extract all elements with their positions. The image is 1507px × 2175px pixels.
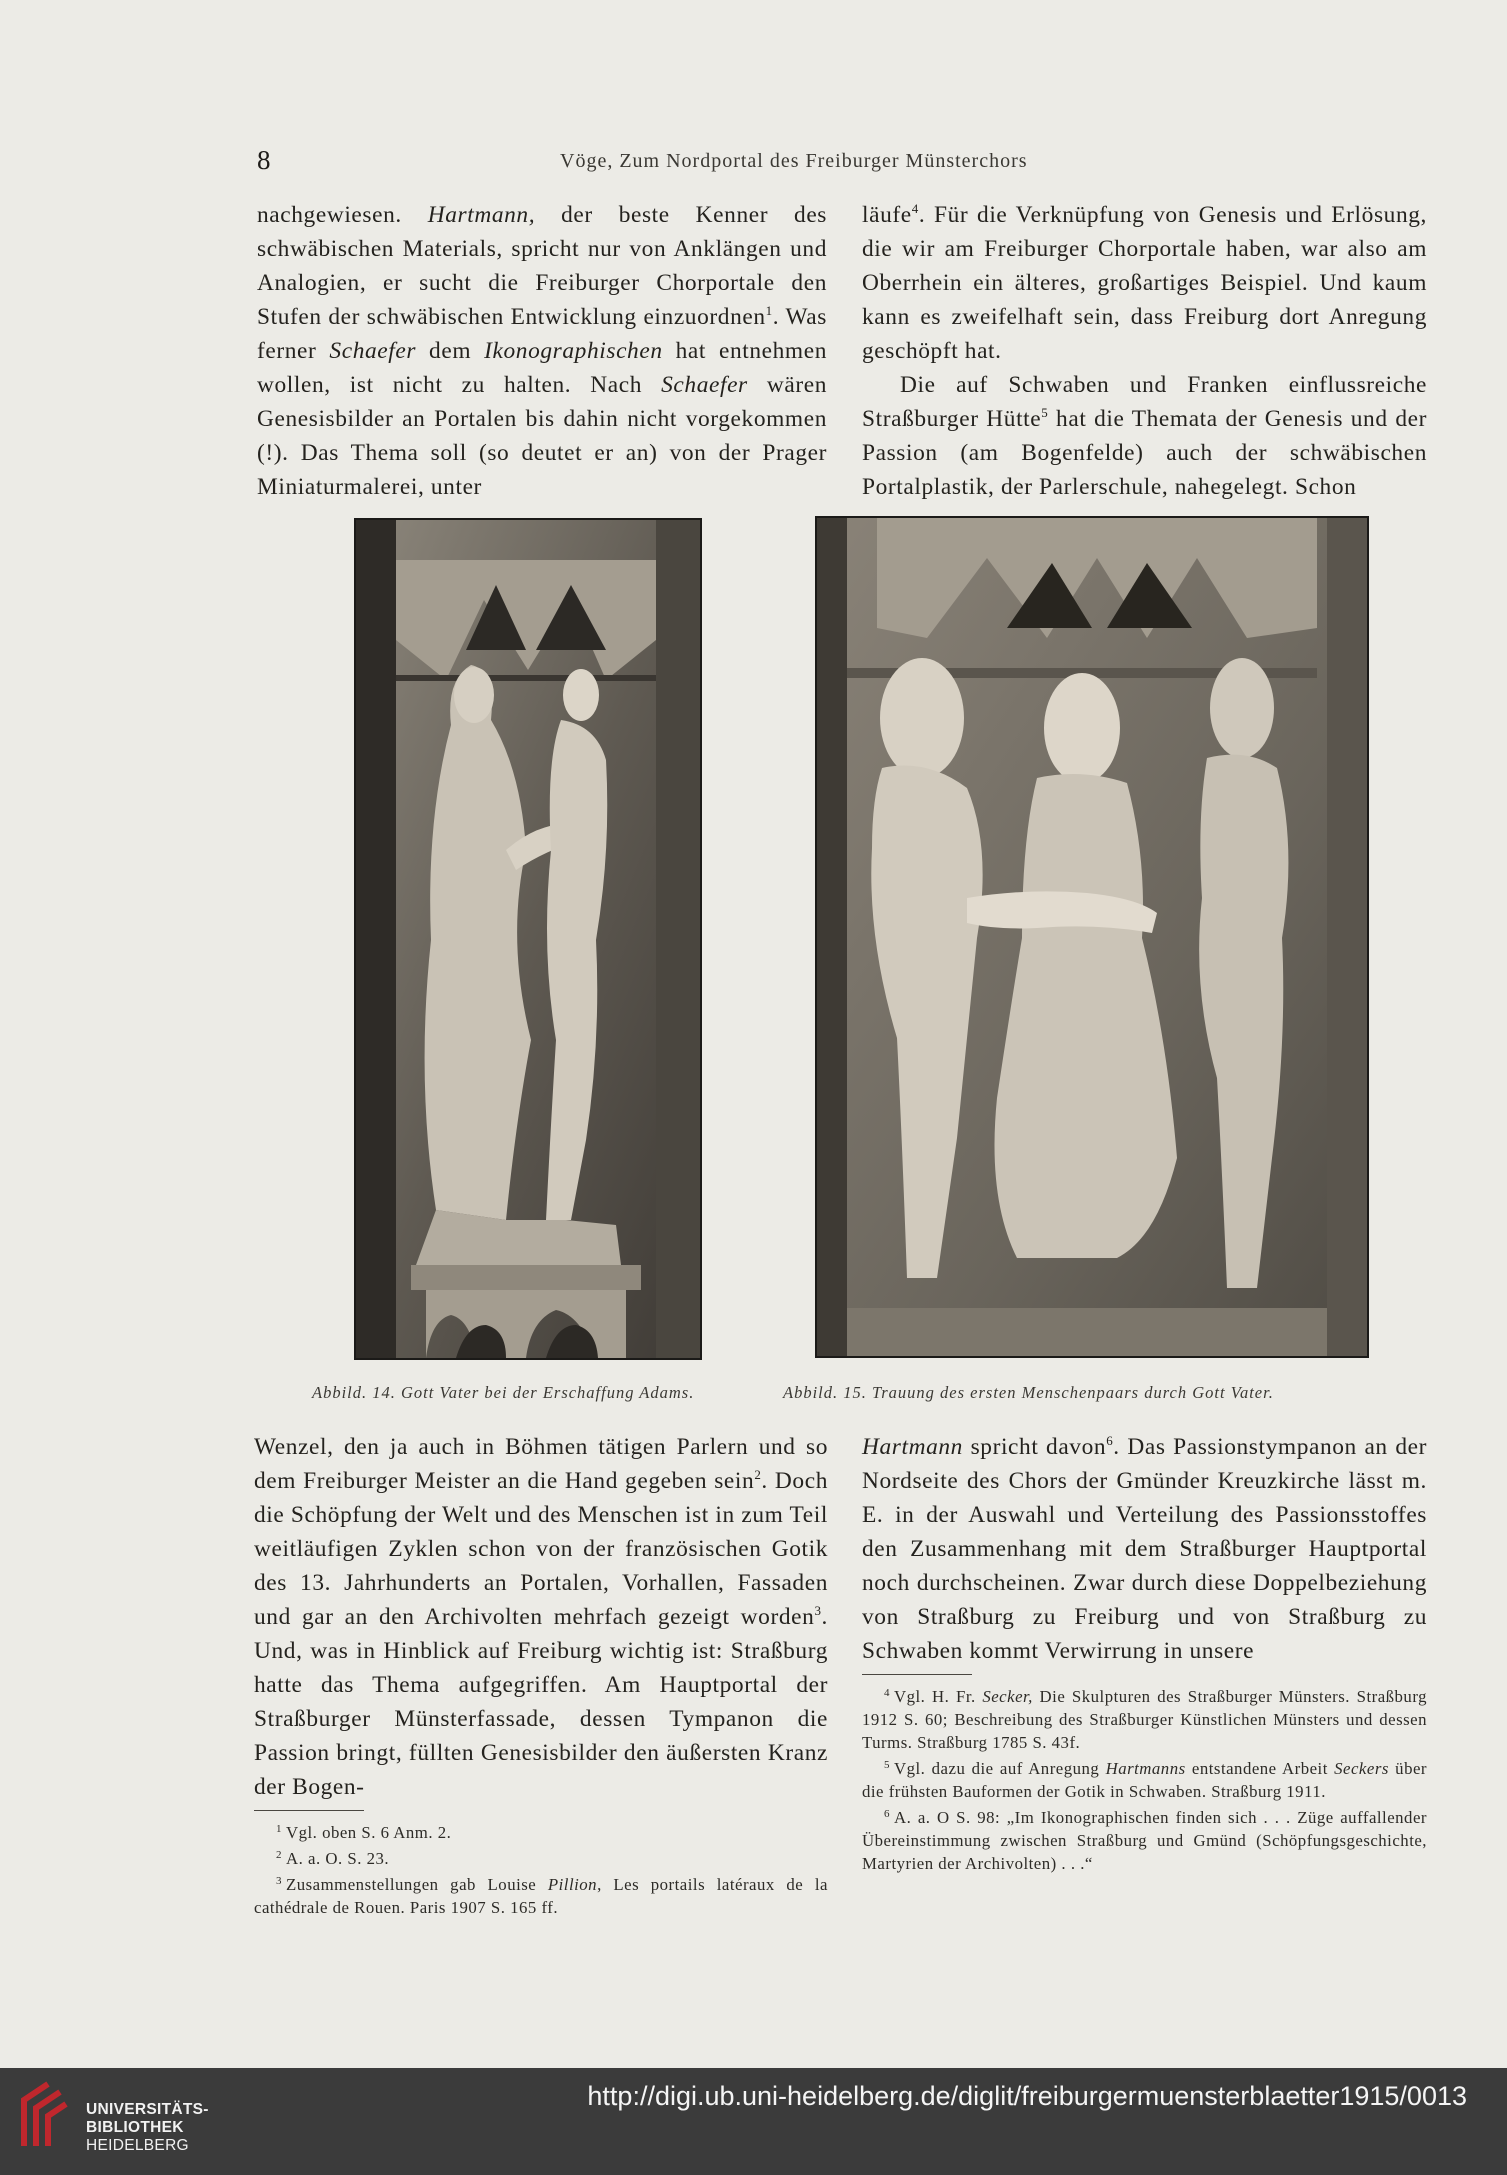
library-name[interactable] bbox=[86, 2101, 209, 2155]
text: läufe bbox=[862, 202, 912, 228]
text: hat die Themata der Genesis und der Passion (am Bogenfelde) auch der schwäbischen Portalplastik, der Parlerschule, nahegelegt. Schon bbox=[862, 406, 1427, 500]
text: dem bbox=[416, 338, 485, 364]
footnote-ref[interactable]: 6 bbox=[1106, 1433, 1114, 1448]
text: der beste Kenner des schwäbischen Materials, spricht nur von Anklängen und Analogien, er sucht die Freiburger Chorportale den Stufen der schwäbischen Entwicklung einzuordnen bbox=[257, 202, 828, 330]
footnote bbox=[862, 1754, 1427, 1803]
footnote-number: 4 bbox=[884, 1687, 890, 1699]
footnote bbox=[862, 1803, 1427, 1875]
footnote-number: 2 bbox=[276, 1849, 282, 1861]
library-name-line: BIBLIOTHEK bbox=[86, 2119, 184, 2136]
footnote-number: 1 bbox=[276, 1823, 282, 1835]
footnote-ref[interactable]: 5 bbox=[1041, 405, 1049, 420]
footnote-number: 6 bbox=[884, 1808, 890, 1820]
paragraph bbox=[254, 1430, 828, 1804]
footnote bbox=[254, 1818, 828, 1844]
footnote-text: Zusammenstellungen gab Louise bbox=[286, 1875, 548, 1894]
text: hat entnehmen wollen, ist nicht zu halten. Nach bbox=[257, 338, 828, 398]
text-column-top-left bbox=[257, 198, 827, 504]
text: Wenzel, den ja auch in Böhmen tätigen Parlern und so dem Freiburger Meister an die Hand gegeben sein bbox=[254, 1434, 828, 1494]
footnote-text: Vgl. oben S. 6 Anm. 2. bbox=[286, 1823, 452, 1842]
text-column-top-right bbox=[862, 198, 1427, 504]
paragraph bbox=[257, 198, 827, 504]
author-name: Schaefer bbox=[661, 372, 748, 398]
footnote-ref[interactable]: 1 bbox=[765, 303, 773, 318]
footnote-text: Die Skulpturen des Straßburger Münsters. Straßburg 1912 S. 60; Beschreibung des Straßburger Künstlichen Münsters und dessen Turms. Straßburg 1785 S. 43f. bbox=[862, 1687, 1427, 1752]
author-name: Secker, bbox=[982, 1687, 1033, 1706]
author-name: Hartmann bbox=[862, 1434, 963, 1460]
author-name: Pillion bbox=[547, 1875, 598, 1894]
footnote-number: 3 bbox=[276, 1875, 282, 1887]
footnote-text: Vgl. H. Fr. bbox=[894, 1687, 983, 1706]
library-name-line: HEIDELBERG bbox=[86, 2137, 189, 2154]
footnote-text: Vgl. dazu die auf Anregung bbox=[894, 1759, 1106, 1778]
footnote-number: 5 bbox=[884, 1759, 890, 1771]
footnote-text: entstandene Arbeit bbox=[1185, 1759, 1335, 1778]
figure-15-photo bbox=[815, 516, 1369, 1358]
library-logo-icon[interactable] bbox=[18, 2080, 70, 2150]
footnote-divider bbox=[862, 1674, 972, 1675]
permalink-url[interactable]: http://digi.ub.uni-heidelberg.de/diglit/freiburgermuensterblaetter1915/0013 bbox=[587, 2081, 1467, 2111]
footnote-text: A. a. O. S. 23. bbox=[286, 1849, 390, 1868]
footnote-ref[interactable]: 2 bbox=[754, 1467, 762, 1482]
author-name: Hartmann, bbox=[427, 202, 536, 228]
emphasis: Ikonographischen bbox=[484, 338, 663, 364]
figure-14-photo bbox=[354, 518, 702, 1360]
page-number: 8 bbox=[257, 145, 271, 175]
author-name: Seckers bbox=[1334, 1759, 1389, 1778]
author-name: Schaefer bbox=[329, 338, 417, 364]
figure-15-caption: Abbild. 15. Trauung des ersten Menschenpaars durch Gott Vater. bbox=[783, 1383, 1274, 1402]
running-title: Vöge, Zum Nordportal des Freiburger Münsterchors bbox=[560, 150, 1028, 172]
footnote bbox=[254, 1844, 828, 1870]
sculpture-relief-adam-creation bbox=[356, 520, 700, 1358]
text: . Was ferner bbox=[257, 304, 827, 364]
text: spricht davon bbox=[962, 1434, 1107, 1460]
footnote-divider bbox=[254, 1810, 364, 1811]
text: Die auf Schwaben und Franken einflussreiche Straßburger Hütte bbox=[862, 372, 1427, 432]
text: nachgewiesen. bbox=[257, 202, 428, 228]
text: . Das Passionstympanon an der Nordseite des Chors der Gmünder Kreuzkirche lässt m. E. in der Auswahl und Verteilung des Passionsstoffes den Zusammenhang mit dem Straßburger Hauptportal noch durchscheinen. Zwar durch diese Doppelbeziehung von Straßburg zu Freiburg und von Straßburg zu Schwaben kommt Verwirrung in unsere bbox=[862, 1434, 1427, 1664]
paragraph bbox=[862, 198, 1427, 368]
footnote-ref[interactable]: 3 bbox=[814, 1603, 822, 1618]
figure-14-caption: Abbild. 14. Gott Vater bei der Erschaffung Adams. bbox=[312, 1383, 695, 1402]
text-column-bottom-right bbox=[862, 1430, 1427, 1875]
footnote bbox=[254, 1870, 828, 1919]
text: wären Genesisbilder an Portalen bis dahin nicht vorgekommen (!). Das Thema soll (so deutet er an) von der Prager Miniaturmalerei, unter bbox=[257, 372, 827, 500]
paragraph bbox=[862, 368, 1427, 504]
sculpture-relief-marriage bbox=[817, 518, 1367, 1356]
text: . Doch die Schöpfung der Welt und des Menschen ist in zum Teil weitläufigen Zyklen schon von der französischen Gotik des 13. Jahrhunderts an Portalen, Vorhallen, Fassaden und gar an den Archivolten mehrfach gezeigt worden bbox=[254, 1468, 828, 1630]
footnote-ref[interactable]: 4 bbox=[911, 201, 919, 216]
text-column-bottom-left bbox=[254, 1430, 828, 1919]
text: . Für die Verknüpfung von Genesis und Erlösung, die wir am Freiburger Chorportale haben, war also am Oberrhein ein älteres, großartiges Beispiel. Und kaum kann es zweifelhaft sein, dass Freiburg dort Anregung geschöpft hat. bbox=[862, 202, 1427, 364]
text: . Und, was in Hinblick auf Freiburg wichtig ist: Straßburg hatte das Thema aufgegriffen. Am Hauptportal der Straßburger Münsterfassade, dessen Tympanon die Passion bringt, füllten Genesisbilder den äußersten Kranz der Bogen- bbox=[254, 1604, 828, 1800]
footnote-text: , Les portails latéraux de la cathédrale de Rouen. Paris 1907 S. 165 ff. bbox=[254, 1875, 829, 1917]
footnote-text: über die frühsten Bauformen der Gotik in Schwaben. Straßburg 1911. bbox=[862, 1759, 1427, 1801]
footnote bbox=[862, 1682, 1427, 1754]
logo-mark bbox=[24, 2084, 66, 2146]
paragraph bbox=[862, 1430, 1427, 1668]
author-name: Hartmanns bbox=[1105, 1759, 1186, 1778]
footnote-text: A. a. O S. 98: „Im Ikonographischen finden sich . . . Züge auffallender Übereinstimmung zwischen Straßburg und Gmünd (Schöpfungsgeschichte, Martyrien der Archivolten) . . .“ bbox=[862, 1808, 1427, 1873]
library-name-line: UNIVERSITÄTS- bbox=[86, 2101, 209, 2118]
